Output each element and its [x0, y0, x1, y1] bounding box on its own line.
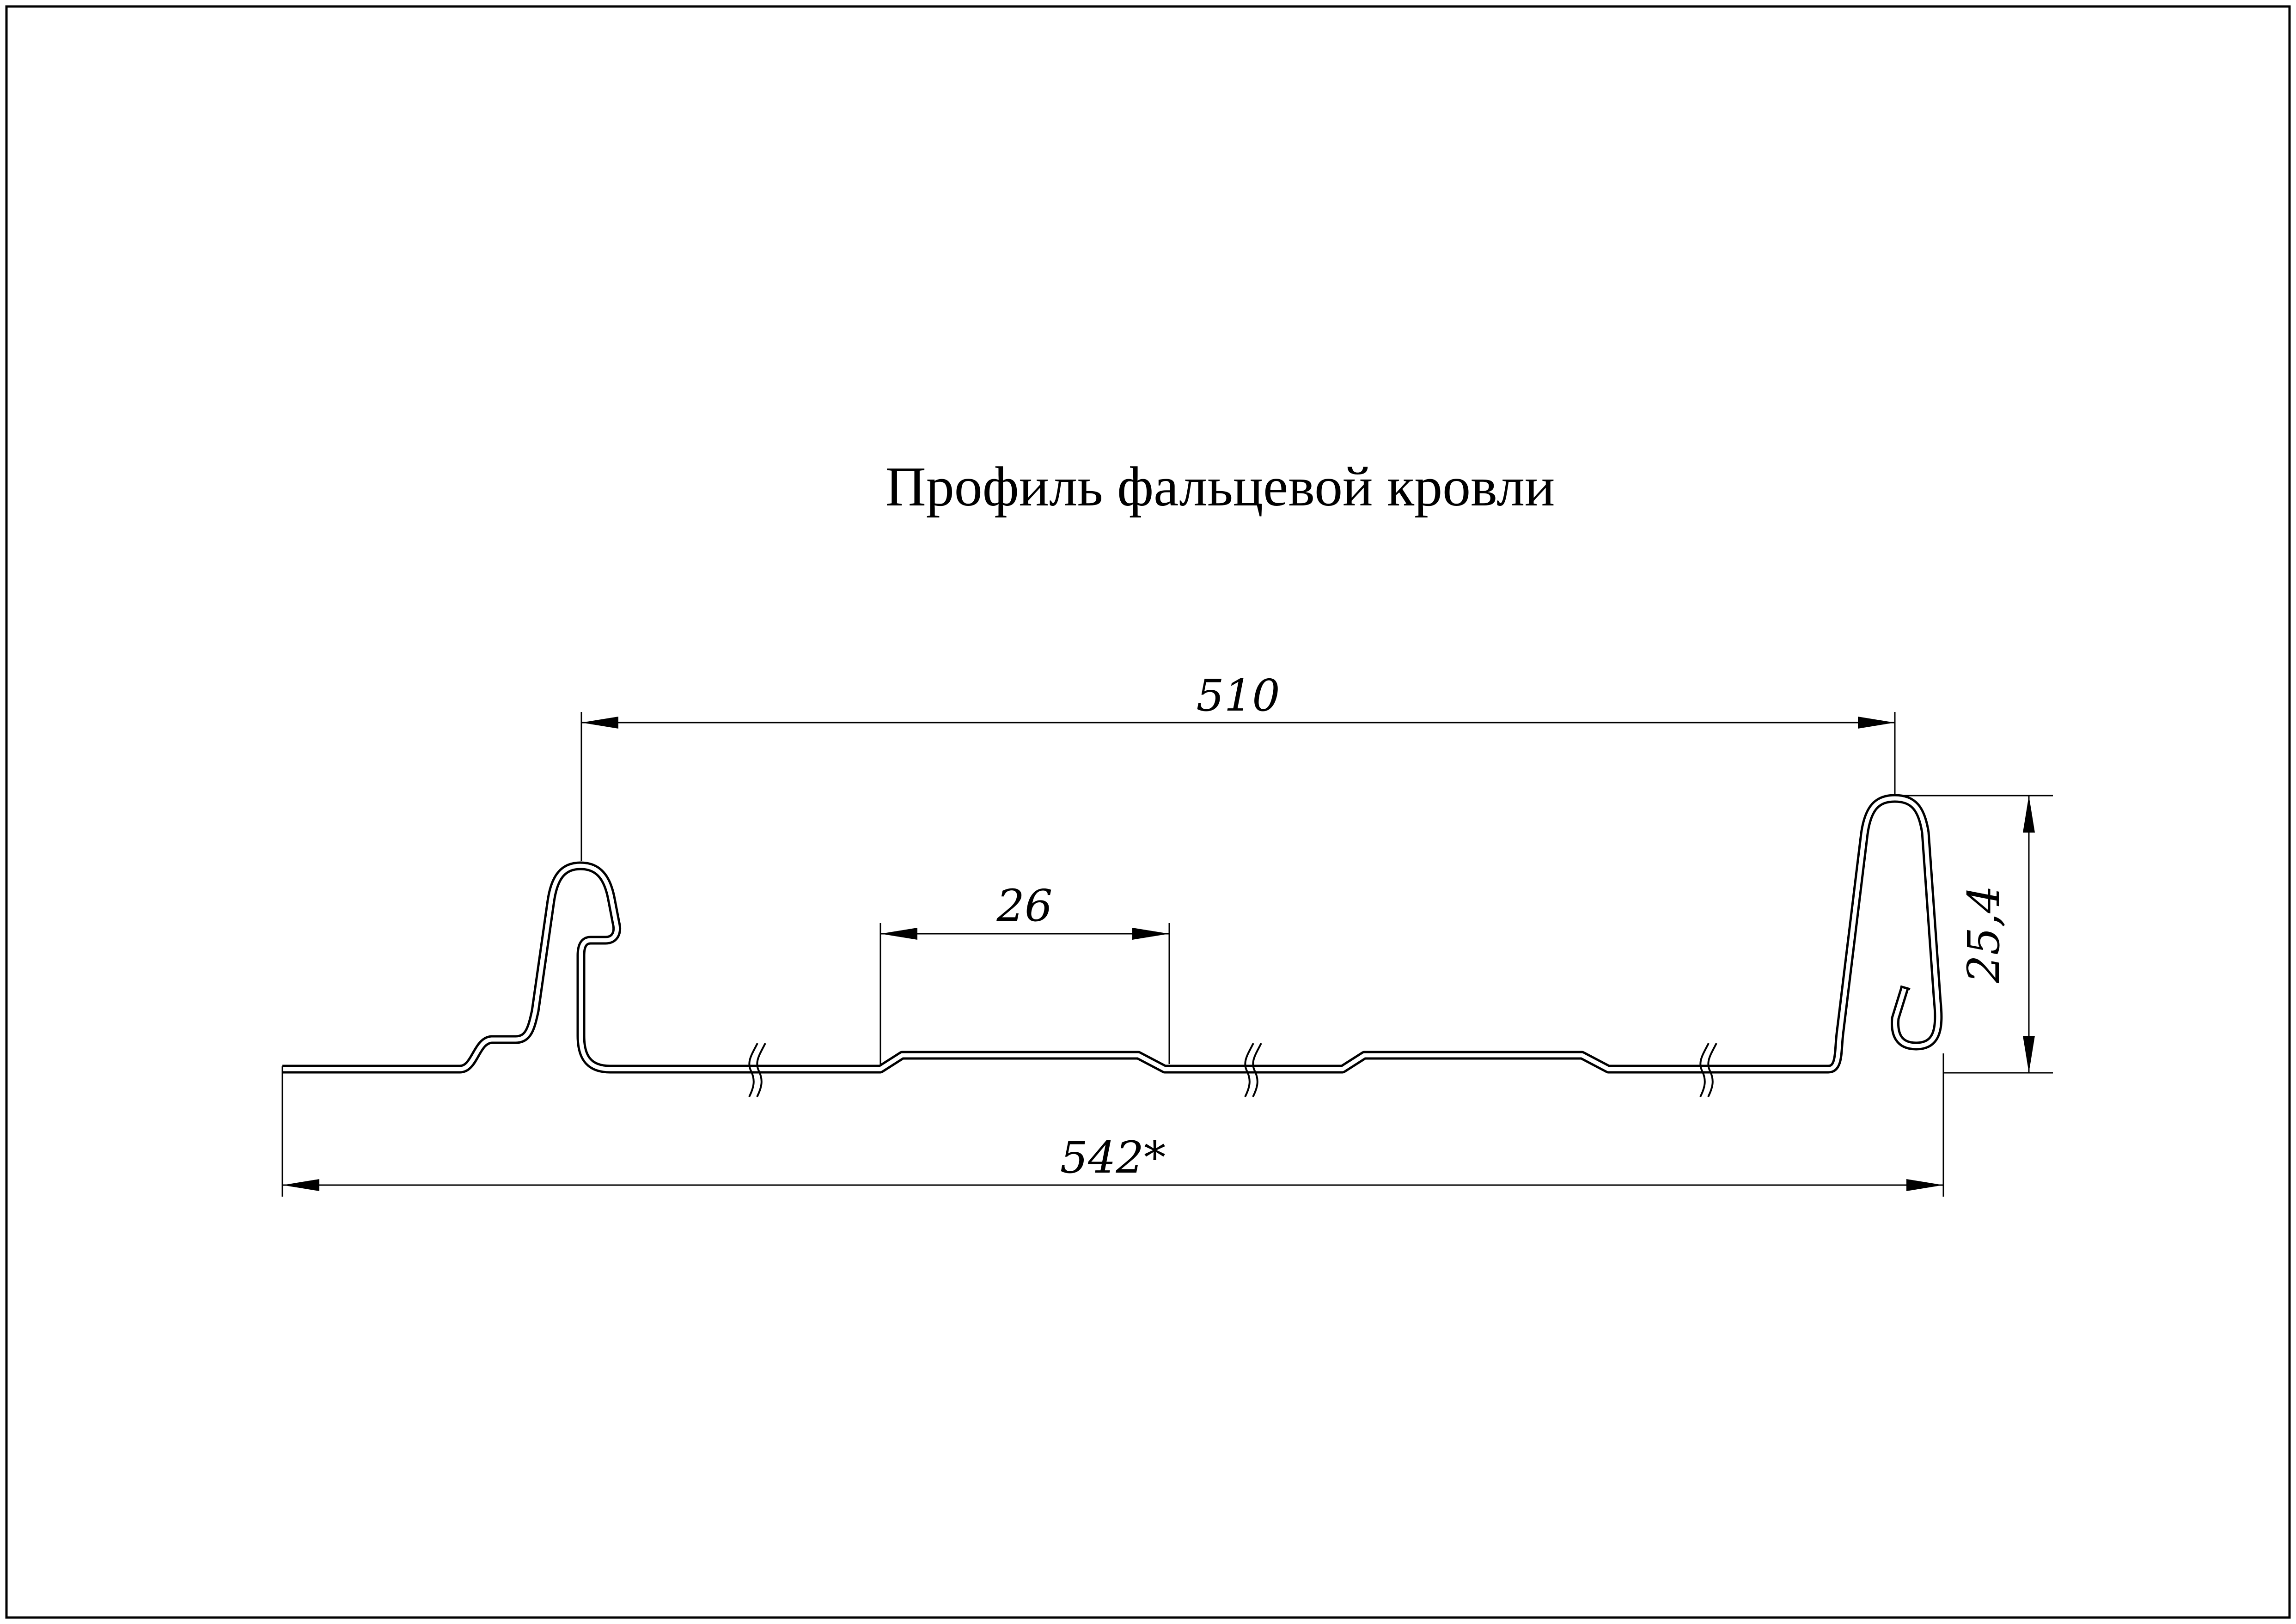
arrowhead-top — [2023, 796, 2035, 833]
arrowhead-bottom — [2023, 1036, 2035, 1073]
drawing-title: Профиль фальцевой кровли — [885, 456, 1555, 518]
arrowhead-right — [1132, 928, 1169, 940]
dimension-seam-height — [1897, 796, 2053, 1073]
dimension-total-width — [282, 1053, 1943, 1197]
arrowhead-left — [880, 928, 917, 940]
arrowhead-right — [1858, 717, 1895, 729]
dimension-label-25-4: 25,4 — [1959, 885, 2009, 983]
dimension-label-542: 542* — [1060, 1132, 1166, 1183]
dimension-label-26: 26 — [996, 881, 1053, 931]
arrowhead-left — [581, 717, 618, 729]
arrowhead-right — [1906, 1179, 1943, 1191]
arrowhead-left — [282, 1179, 319, 1191]
dimension-label-510: 510 — [1196, 670, 1280, 721]
dimension-rib-width — [880, 881, 1169, 1064]
dimension-top-width — [581, 670, 1895, 861]
border-frame — [6, 6, 2290, 1618]
